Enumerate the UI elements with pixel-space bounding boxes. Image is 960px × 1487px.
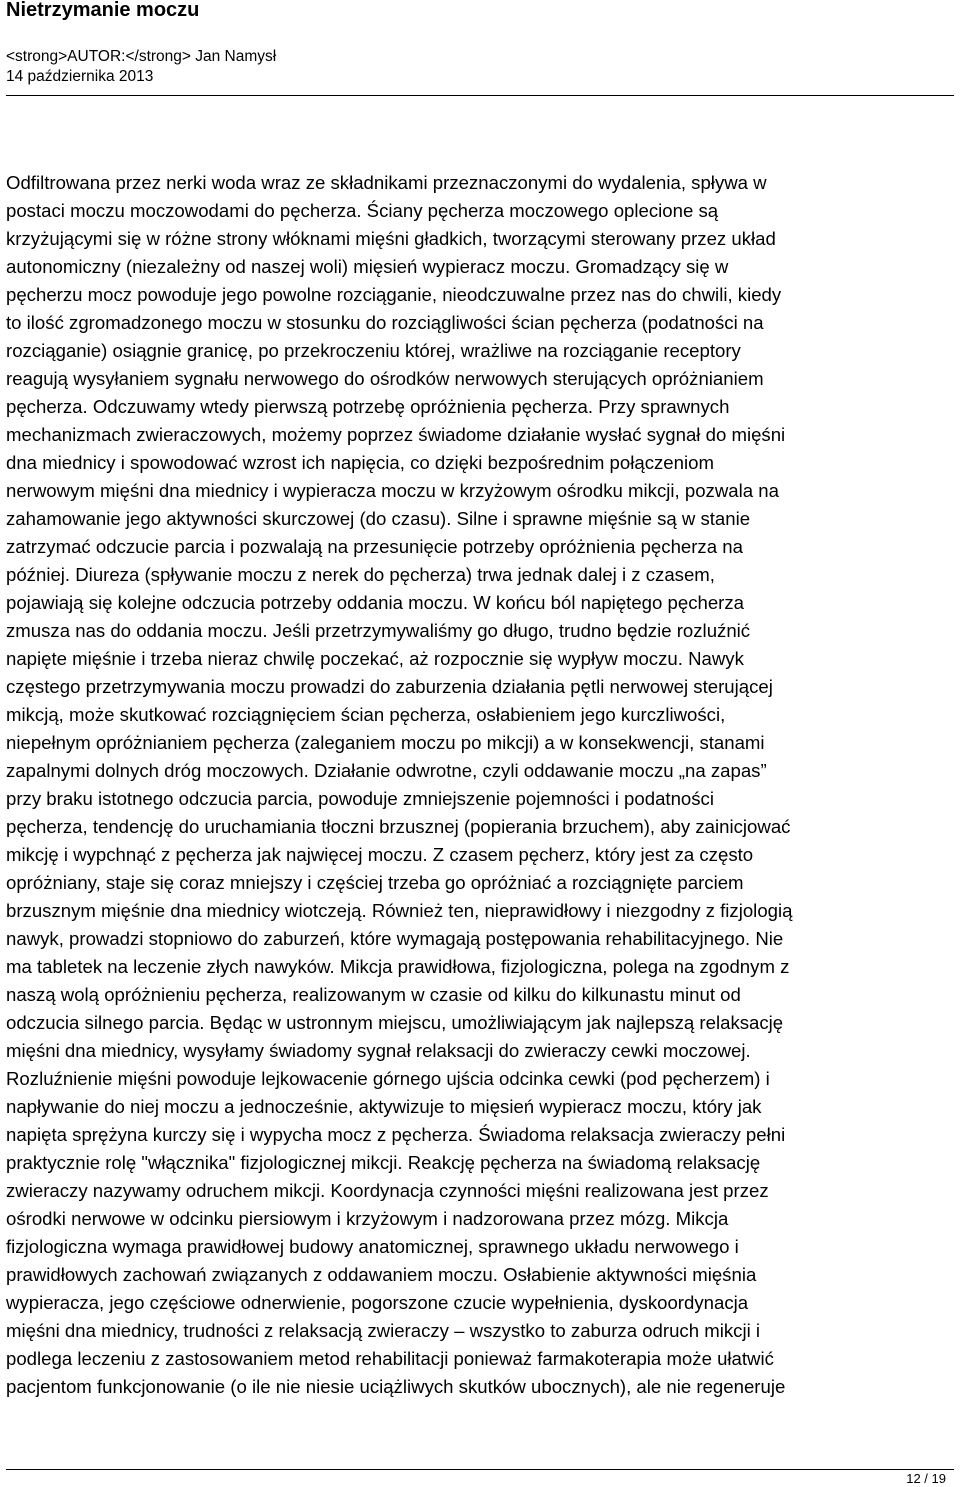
author-line: <strong>AUTOR:</strong> Jan Namysł bbox=[6, 48, 277, 65]
body-line: przy braku istotnego odczucia parcia, powoduje zmniejszenie pojemności i podatności bbox=[6, 788, 714, 809]
body-line: nawyk, prowadzi stopniowo do zaburzeń, które wymagają postępowania rehabilitacyjnego. Nie bbox=[6, 928, 784, 949]
body-line: fizjologiczna wymaga prawidłowej budowy anatomicznej, sprawnego układu nerwowego i bbox=[6, 1236, 739, 1257]
document-title: Nietrzymanie moczu bbox=[6, 0, 200, 21]
body-line: rozciąganie) osiągnie granicę, po przekroczeniu której, wrażliwe na rozciąganie receptory bbox=[6, 340, 741, 361]
body-line: pacjentom funkcjonowanie (o ile nie niesie uciążliwych skutków ubocznych), ale nie regeneruje bbox=[6, 1376, 786, 1397]
body-line: zatrzymać odczucie parcia i pozwalają na przesunięcie potrzeby opróżnienia pęcherza na bbox=[6, 536, 743, 557]
body-line: opróżniany, staje się coraz mniejszy i częściej trzeba go opróżniać a rozciągnięte parciem bbox=[6, 872, 744, 893]
body-line: częstego przetrzymywania moczu prowadzi do zaburzenia działania pętli nerwowej sterującej bbox=[6, 676, 773, 697]
body-line: nerwowym mięśni dna miednicy i wypieracza moczu w krzyżowym ośrodku mikcji, pozwala na bbox=[6, 480, 779, 501]
publish-date: 14 października 2013 bbox=[6, 68, 154, 85]
document-header bbox=[6, 0, 954, 86]
body-line: praktycznie rolę "włącznika" fizjologicznej mikcji. Reakcję pęcherza na świadomą relaksację bbox=[6, 1152, 761, 1173]
body-line: odczucia silnego parcia. Będąc w ustronnym miejscu, umożliwiającym jak najlepszą relaksację bbox=[6, 1012, 784, 1033]
body-line: zmusza nas do oddania moczu. Jeśli przetrzymywaliśmy go długo, trudno będzie rozluźnić bbox=[6, 620, 751, 641]
body-line: prawidłowych zachowań związanych z oddawaniem moczu. Osłabienie aktywności mięśnia bbox=[6, 1264, 757, 1285]
body-line: mechanizmach zwieraczowych, możemy poprzez świadome działanie wysłać sygnał do mięśni bbox=[6, 424, 786, 445]
footer-divider bbox=[6, 1469, 954, 1470]
body-line: napięta sprężyna kurczy się i wypycha mocz z pęcherza. Świadoma relaksacja zwieraczy pełni bbox=[6, 1124, 786, 1145]
body-line: napięte mięśnie i trzeba nieraz chwilę poczekać, aż rozpocznie się wypływ moczu. Nawyk bbox=[6, 648, 744, 669]
body-line: mięśni dna miednicy, trudności z relaksacją zwieraczy – wszystko to zaburza odruch mikcji i bbox=[6, 1320, 761, 1341]
body-line: pęcherzu mocz powoduje jego powolne rozciąganie, nieodczuwalne przez nas do chwili, kiedy bbox=[6, 284, 782, 305]
body-line: brzusznym mięśnie dna miednicy wiotczeją. Również ten, nieprawidłowy i niezgodny z fizjologią bbox=[6, 900, 793, 921]
body-line: reagują wysyłaniem sygnału nerwowego do ośrodków nerwowych sterujących opróżnianiem bbox=[6, 368, 764, 389]
body-line: pojawiają się kolejne odczucia potrzeby oddania moczu. W końcu ból napiętego pęcherza bbox=[6, 592, 745, 613]
body-line: Odfiltrowana przez nerki woda wraz ze składnikami przeznaczonymi do wydalenia, spływa w bbox=[6, 172, 767, 193]
body-line: później. Diureza (spływanie moczu z nerek do pęcherza) trwa jednak dalej i z czasem, bbox=[6, 564, 715, 585]
body-line: zapalnymi dolnych dróg moczowych. Działanie odwrotne, czyli oddawanie moczu „na zapas” bbox=[6, 760, 767, 781]
body-line: zahamowanie jego aktywności skurczowej (do czasu). Silne i sprawne mięśnie są w stanie bbox=[6, 508, 751, 529]
body-line: Rozluźnienie mięśni powoduje lejkowacenie górnego ujścia odcinka cewki (pod pęcherzem) i bbox=[6, 1068, 770, 1089]
body-line: pęcherza. Odczuwamy wtedy pierwszą potrzebę opróżnienia pęcherza. Przy sprawnych bbox=[6, 396, 730, 417]
body-line: podlega leczeniu z zastosowaniem metod rehabilitacji ponieważ farmakoterapia może ułatwić bbox=[6, 1348, 774, 1369]
body-line: zwieraczy nazywamy odruchem mikcji. Koordynacja czynności mięśni realizowana jest przez bbox=[6, 1180, 769, 1201]
body-line: wypieracza, jego częściowe odnerwienie, pogorszone czucie wypełnienia, dyskoordynacja bbox=[6, 1292, 749, 1313]
body-line: napływanie do niej moczu a jednocześnie, aktywizuje to mięsień wypieracz moczu, który jak bbox=[6, 1096, 762, 1117]
body-line: ośrodki nerwowe w odcinku piersiowym i krzyżowym i nadzorowana przez mózg. Mikcja bbox=[6, 1208, 729, 1229]
body-line: mięśni dna miednicy, wysyłamy świadomy sygnał relaksacji do zwieraczy cewki moczowej. bbox=[6, 1040, 751, 1061]
body-line: to ilość zgromadzonego moczu w stosunku do rozciągliwości ścian pęcherza (podatności na bbox=[6, 312, 764, 333]
body-line: mikcją, może skutkować rozciągnięciem ścian pęcherza, osłabieniem jego kurczliwości, bbox=[6, 704, 726, 725]
body-line: krzyżującymi się w różne strony włóknami mięśni gładkich, tworzącymi sterowany przez układ bbox=[6, 228, 776, 249]
body-line: dna miednicy i spowodować wzrost ich napięcia, co dzięki bezpośrednim połączeniom bbox=[6, 452, 714, 473]
body-line: postaci moczu moczowodami do pęcherza. Ściany pęcherza moczowego oplecione są bbox=[6, 200, 719, 221]
body-line: mikcję i wypchnąć z pęcherza jak najwięcej moczu. Z czasem pęcherz, który jest za często bbox=[6, 844, 754, 865]
body-line: autonomiczny (niezależny od naszej woli) mięsień wypieracz moczu. Gromadzący się w bbox=[6, 256, 729, 277]
page-number: 12 / 19 bbox=[906, 1471, 946, 1486]
article-body bbox=[6, 169, 958, 1401]
body-line: naszą wolą opróżnieniu pęcherza, realizowanym w czasie od kilku do kilkunastu minut od bbox=[6, 984, 741, 1005]
body-line: niepełnym opróżnianiem pęcherza (zaleganiem moczu po mikcji) a w konsekwencji, stanami bbox=[6, 732, 765, 753]
header-divider bbox=[6, 95, 954, 96]
body-line: ma tabletek na leczenie złych nawyków. Mikcja prawidłowa, fizjologiczna, polega na zgodnym z bbox=[6, 956, 790, 977]
body-line: pęcherza, tendencję do uruchamiania tłoczni brzusznej (popierania brzuchem), aby zainicjować bbox=[6, 816, 791, 837]
